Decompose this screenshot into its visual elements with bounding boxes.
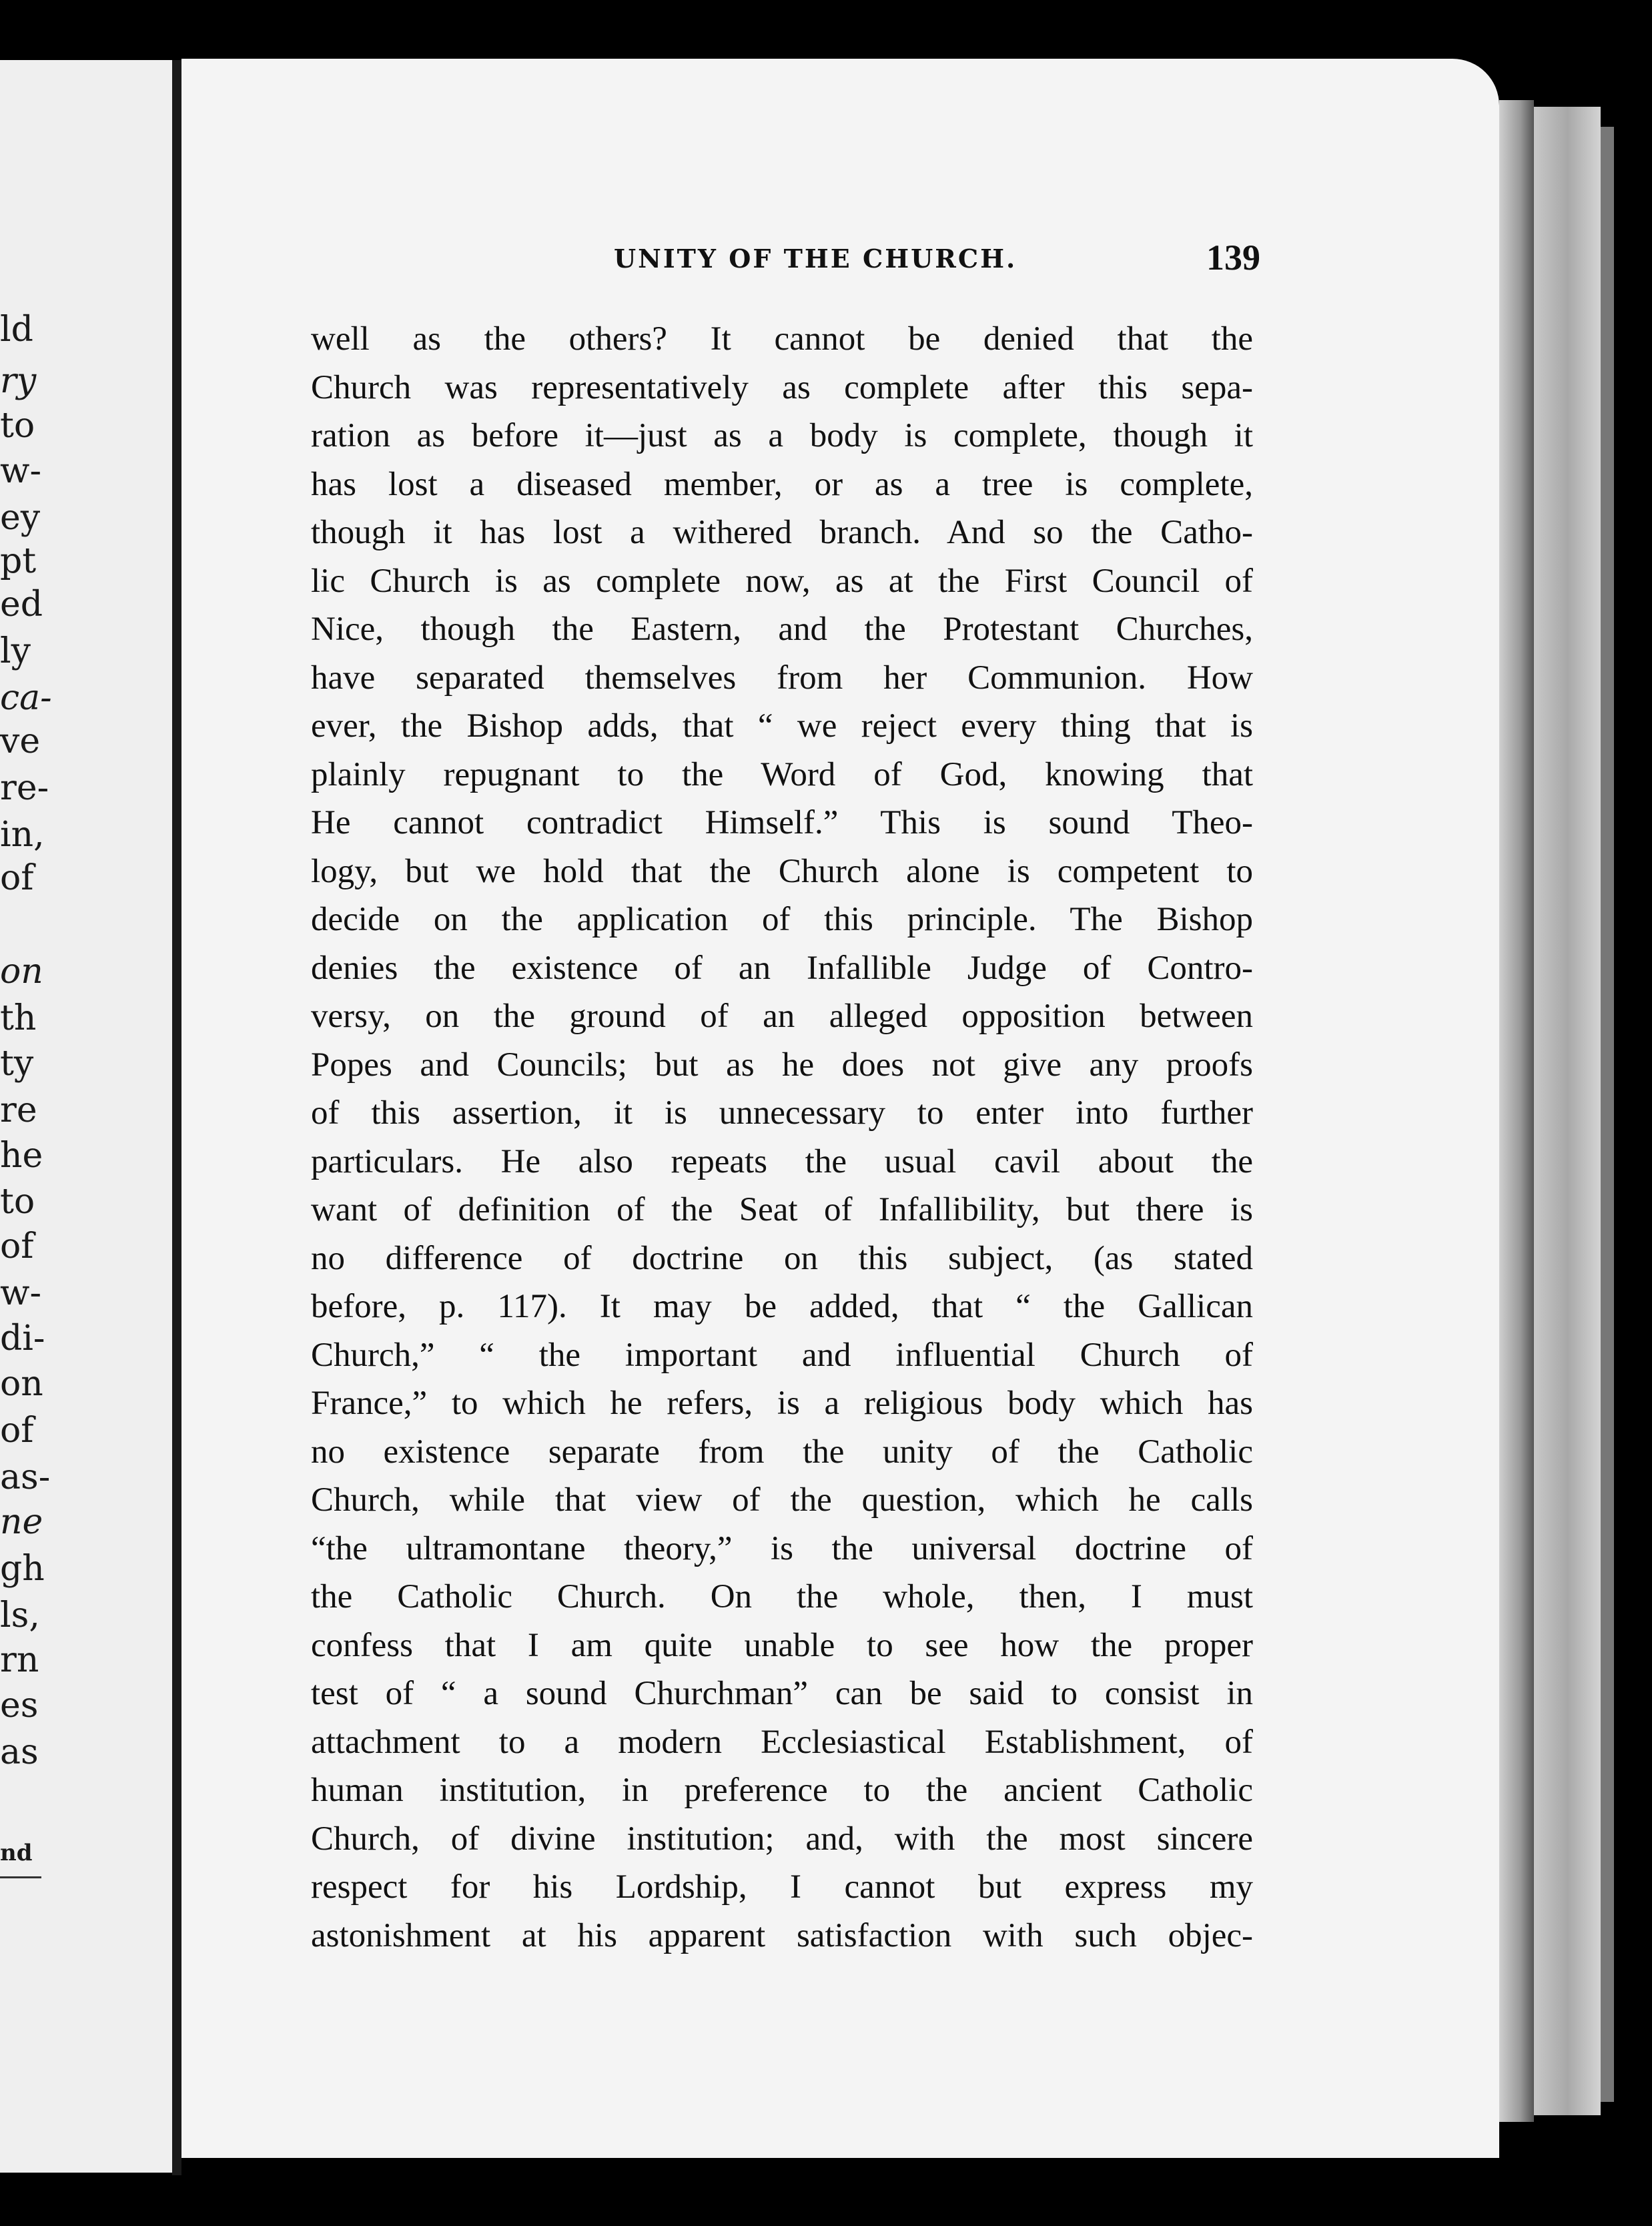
text-line: logy, but we hold that the Church alone is competent to — [311, 852, 1253, 890]
text-line: though it has lost a withered branch. And so the Catho- — [311, 514, 1253, 551]
facing-page-rule — [0, 1876, 41, 1878]
page-edge-shadow — [1499, 100, 1534, 2122]
text-line: no difference of doctrine on this subject, (as stated — [311, 1239, 1253, 1277]
facing-page-text-fragment: ls, — [0, 1595, 40, 1635]
text-line: Church, of divine institution; and, with the most sincere — [311, 1820, 1253, 1858]
facing-page-text-fragment: re — [0, 1090, 37, 1130]
facing-page-text-fragment: w- — [0, 451, 42, 491]
text-line: versy, on the ground of an alleged opposition between — [311, 998, 1253, 1035]
facing-page-text-fragment: as- — [0, 1457, 51, 1497]
text-line: astonishment at his apparent satisfaction with such objec- — [311, 1916, 1253, 1954]
facing-page-text-fragment: on — [0, 952, 43, 992]
text-line: ever, the Bishop adds, that “ we reject every thing that is — [311, 707, 1253, 745]
facing-page-text-fragment: ld — [0, 310, 33, 350]
text-line: France,” to which he refers, is a religious body which has — [311, 1385, 1253, 1422]
facing-page-text-fragment: of — [0, 858, 34, 898]
facing-page-text-fragment: ve — [0, 721, 41, 761]
book-cover-edge — [1601, 127, 1614, 2102]
facing-page-text-fragment: th — [0, 998, 37, 1038]
facing-page-text-fragment: ca- — [0, 678, 52, 718]
text-line: lic Church is as complete now, as at the First Council of — [311, 562, 1253, 600]
text-line: Nice, though the Eastern, and the Protestant Churches, — [311, 611, 1253, 648]
facing-page-text-fragment: of — [0, 1411, 34, 1451]
text-line: Church,” “ the important and influential Church of — [311, 1336, 1253, 1374]
facing-page-text-fragment: ly — [0, 631, 31, 671]
text-line: particulars. He also repeats the usual cavil about the — [311, 1142, 1253, 1180]
book-gutter — [172, 60, 181, 2175]
facing-page-text-fragment: rn — [0, 1640, 39, 1680]
text-line: Popes and Councils; but as he does not give any proofs — [311, 1046, 1253, 1084]
text-line: ration as before it—just as a body is complete, though it — [311, 417, 1253, 454]
running-header: UNITY OF THE CHURCH. — [614, 244, 1017, 274]
facing-page-text-fragment: in, — [0, 815, 45, 855]
text-line: plainly repugnant to the Word of God, knowing that — [311, 755, 1253, 793]
text-line: the Catholic Church. On the whole, then, I must — [311, 1578, 1253, 1615]
text-line: human institution, in preference to the ancient Catholic — [311, 1772, 1253, 1809]
facing-page-text-fragment: ty — [0, 1044, 34, 1084]
facing-page-text-fragment: gh — [0, 1549, 45, 1589]
text-line: no existence separate from the unity of the Catholic — [311, 1433, 1253, 1471]
text-line: denies the existence of an Infallible Judge of Contro- — [311, 949, 1253, 987]
facing-page-text-fragment: re- — [0, 768, 49, 808]
page-stack-edge — [1534, 107, 1601, 2115]
facing-page-text-fragment: ne — [0, 1502, 43, 1542]
text-line: of this assertion, it is unnecessary to enter into further — [311, 1094, 1253, 1132]
text-line: have separated themselves from her Communion. How — [311, 659, 1253, 697]
facing-page-text-fragment: ey — [0, 498, 41, 538]
page-number: 139 — [1206, 238, 1260, 278]
text-line: Church was representatively as complete after this sepa- — [311, 368, 1253, 406]
facing-page-text-fragment: nd — [0, 1840, 33, 1866]
text-line: want of definition of the Seat of Infallibility, but there is — [311, 1191, 1253, 1228]
text-line: has lost a diseased member, or as a tree is complete, — [311, 465, 1253, 503]
facing-page-text-fragment: es — [0, 1686, 39, 1726]
text-line: confess that I am quite unable to see how the proper — [311, 1626, 1253, 1664]
facing-page-text-fragment: pt — [0, 541, 37, 581]
facing-page-text-fragment: ry — [0, 361, 37, 401]
text-line: “the ultramontane theory,” is the universal doctrine of — [311, 1529, 1253, 1567]
text-line: respect for his Lordship, I cannot but express my — [311, 1868, 1253, 1906]
text-line: decide on the application of this principle. The Bishop — [311, 901, 1253, 938]
facing-page-text-fragment: ed — [0, 585, 43, 625]
facing-page-text-fragment: di- — [0, 1319, 45, 1359]
body-text — [311, 315, 1253, 1960]
text-line: test of “ a sound Churchman” can be said to consist in — [311, 1675, 1253, 1712]
facing-page-text-fragment: to — [0, 406, 35, 446]
facing-page-text-fragment: w- — [0, 1273, 42, 1313]
facing-page-text-fragment: of — [0, 1226, 34, 1266]
text-line: He cannot contradict Himself.” This is sound Theo- — [311, 804, 1253, 841]
facing-page-text-fragment: he — [0, 1136, 43, 1176]
text-line: Church, while that view of the question, which he calls — [311, 1481, 1253, 1519]
facing-page-text-fragment: as — [0, 1732, 39, 1772]
text-line: before, p. 117). It may be added, that “ the Gallican — [311, 1288, 1253, 1325]
facing-page-text-fragment: on — [0, 1364, 43, 1404]
text-line: attachment to a modern Ecclesiastical Establishment, of — [311, 1723, 1253, 1761]
facing-page-text-fragment: to — [0, 1182, 35, 1222]
text-line: well as the others? It cannot be denied that the — [311, 320, 1253, 358]
facing-page-fragment — [0, 60, 172, 2173]
